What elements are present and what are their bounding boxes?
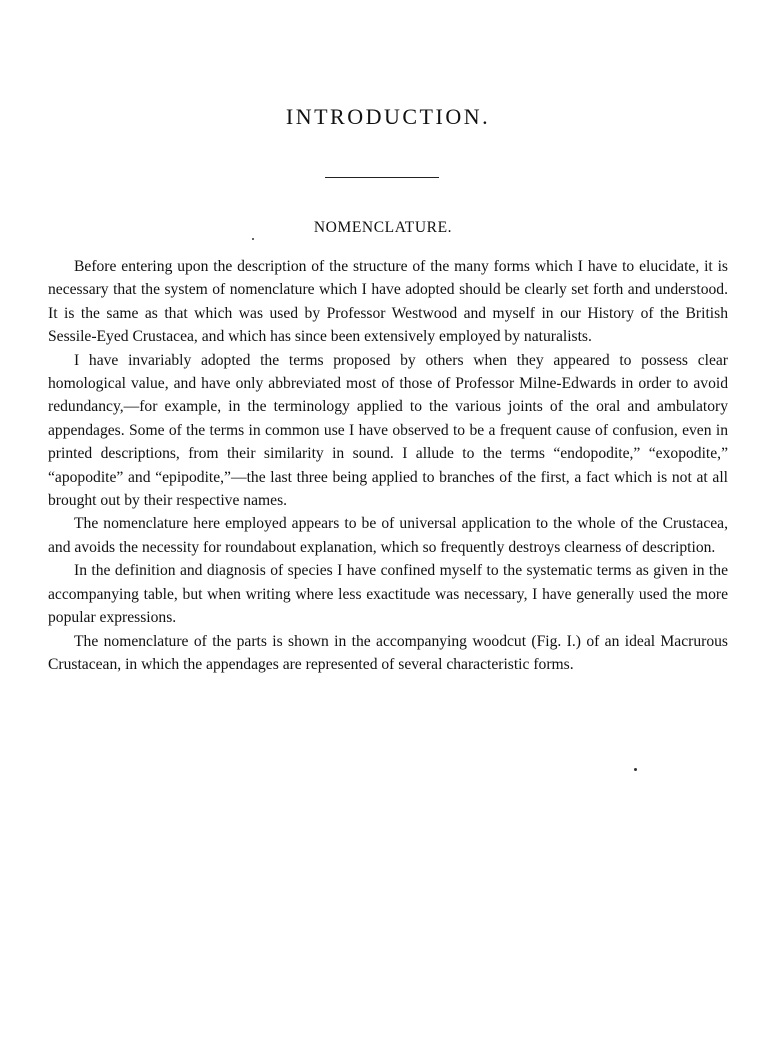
paragraph: The nomenclature here employed appears to be of universal application to the whole of the Crustacea, and avoids the necessity for roundabout explanation, which so frequently destroys clearness of description. — [48, 515, 728, 556]
title-divider-rule — [325, 177, 439, 178]
body-text — [48, 255, 728, 676]
paragraph: In the definition and diagnosis of species I have confined myself to the systematic terms as given in the accompanying table, but when writing where less exactitude was necessary, I have generally used the more popular expressions. — [48, 562, 728, 627]
paragraph: I have invariably adopted the terms proposed by others when they appeared to possess clear homological value, and have only abbreviated most of those of Professor Milne-Edwards in order to avoid redundancy,—for example, in the terminology applied to the various joints of the oral and ambulatory appendages. Some of the terms in common use I have observed to be a frequent cause of confusion, even in printed descriptions, from their similarity in sound. I allude to the terms “endopodite,” “exopodite,” “apopodite” and “epipodite,”—the last three being applied to branches of the first, a fact which is not at all brought out by their respective names. — [48, 351, 728, 510]
chapter-title: INTRODUCTION. — [285, 104, 491, 129]
paragraph: The nomenclature of the parts is shown in the accompanying woodcut (Fig. I.) of an ideal Macrurous Crustacean, in which the appendages are represented of several characteristic forms. — [48, 632, 728, 673]
section-heading: NOMENCLATURE. — [313, 219, 453, 236]
print-speck — [634, 768, 637, 771]
paragraph: Before entering upon the description of the structure of the many forms which I have to elucidate, it is necessary that the system of nomenclature which I have adopted should be clearly set forth and understood. It is the same as that which was used by Professor Westwood and myself in our History of the British Sessile-Eyed Crustacea, and which has since been extensively employed by naturalists. — [48, 258, 728, 346]
print-speck — [252, 238, 254, 240]
